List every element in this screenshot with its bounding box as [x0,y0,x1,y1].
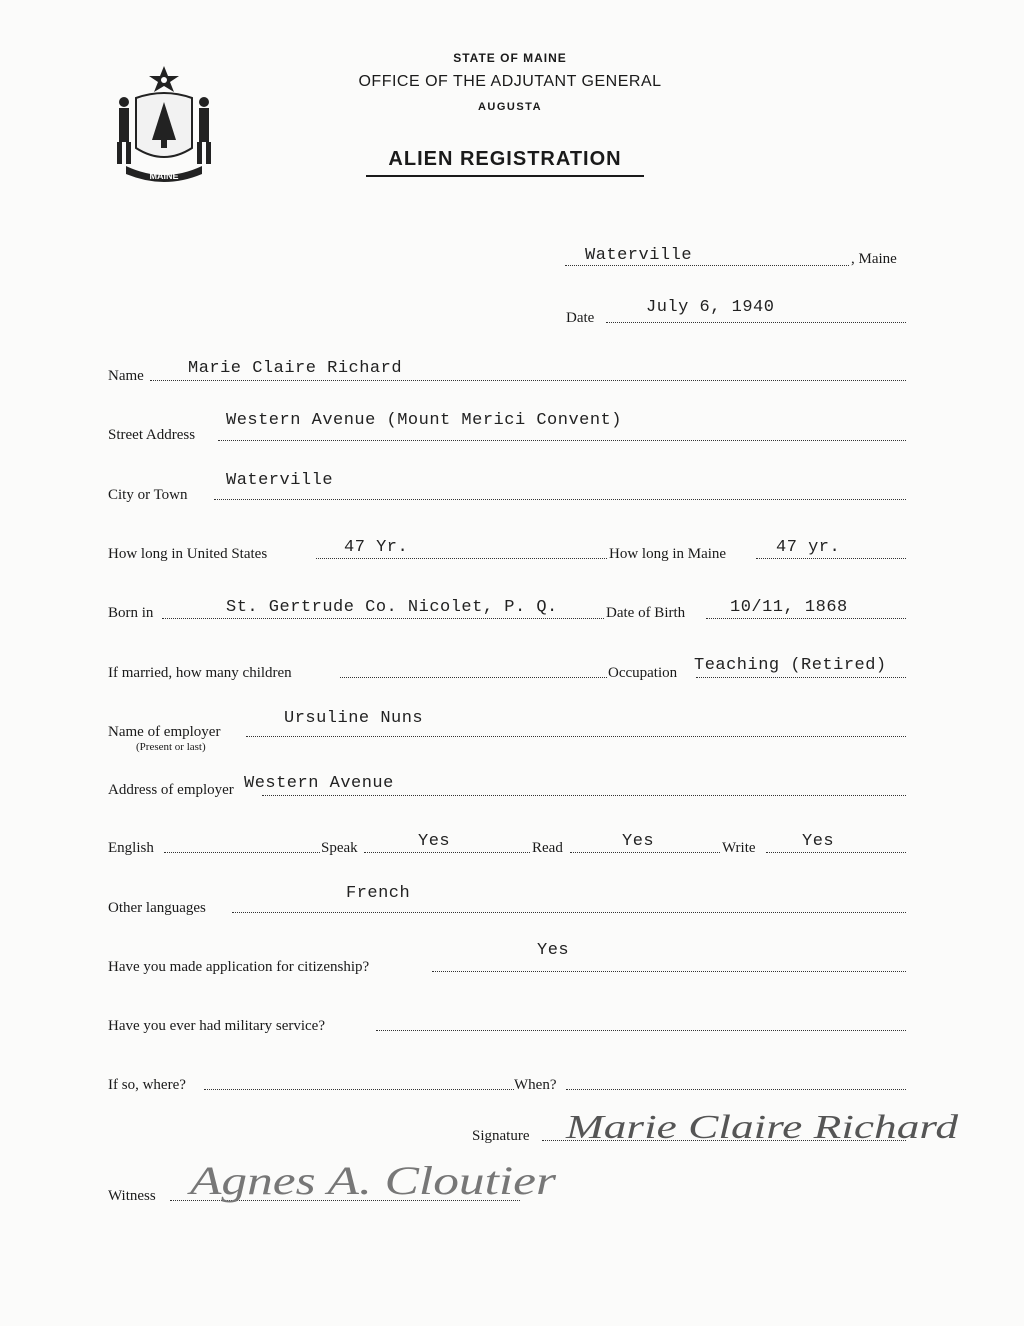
occupation-value: Teaching (Retired) [694,656,887,675]
military-label: Have you ever had military service? [108,1018,325,1034]
svg-text:Agnes A. Cloutier: Agnes A. Cloutier [186,1158,557,1203]
born-label: Born in [108,605,154,621]
town-value: Waterville [585,246,693,265]
name-line [150,380,906,381]
city-label: City or Town [108,487,188,503]
children-label: If married, how many children [108,665,292,681]
military-line [376,1030,906,1031]
read-line [570,852,720,853]
employer-label: Name of employer [108,724,221,740]
speak-value: Yes [418,832,451,851]
state-seal-icon [108,62,220,188]
maine-duration-line [756,558,906,559]
office-heading: OFFICE OF THE ADJUTANT GENERAL [358,73,662,90]
street-line [218,440,906,441]
employer-address-label: Address of employer [108,782,234,798]
date-line [606,322,906,323]
read-value: Yes [622,832,655,851]
street-label: Street Address [108,427,196,443]
citizenship-label: Have you made application for citizenship? [108,959,370,975]
occupation-label: Occupation [608,665,678,681]
speak-label: Speak [321,840,358,856]
city-line [214,499,906,500]
city-heading: AUGUSTA [477,101,543,113]
employer-address-line [262,795,906,796]
form-title: ALIEN REGISTRATION [366,148,644,177]
born-line [162,618,604,619]
citizenship-line [432,971,906,972]
other-languages-label: Other languages [108,900,206,916]
svg-text:MAINE: MAINE [149,171,179,181]
write-value: Yes [802,832,835,851]
write-line [766,852,906,853]
svg-text:Marie Claire Richard: Marie Claire Richard [564,1109,960,1146]
us-duration-label: How long in United States [108,546,268,562]
english-line [164,852,320,853]
read-label: Read [532,840,563,856]
speak-line [364,852,530,853]
employer-value: Ursuline Nuns [284,709,424,728]
street-value: Western Avenue (Mount Merici Convent) [226,411,622,430]
where-label: If so, where? [108,1077,186,1093]
date-label: Date [566,310,595,326]
signature-handwriting [560,1100,970,1150]
occupation-line [696,677,906,678]
other-languages-line [232,912,906,913]
dob-value: 10/11, 1868 [730,598,848,617]
witness-handwriting [186,1148,566,1212]
english-label: English [108,840,154,856]
when-line [566,1089,906,1090]
state-heading: STATE OF MAINE [453,51,567,65]
citizenship-value: Yes [537,941,570,960]
dob-label: Date of Birth [606,605,686,621]
maine-label: , Maine [851,251,897,267]
us-duration-value: 47 Yr. [344,538,409,557]
witness-label: Witness [108,1188,156,1204]
children-line [340,677,607,678]
other-languages-value: French [346,884,411,903]
name-value: Marie Claire Richard [188,359,403,378]
employer-sub-label: (Present or last) [136,741,206,753]
us-duration-line [316,558,607,559]
employer-line [246,736,906,737]
maine-duration-value: 47 yr. [776,538,841,557]
when-label: When? [514,1077,557,1093]
date-value: July 6, 1940 [646,298,775,317]
write-label: Write [722,840,756,856]
employer-address-value: Western Avenue [244,774,394,793]
born-value: St. Gertrude Co. Nicolet, P. Q. [226,598,558,617]
city-value: Waterville [226,471,334,490]
where-line [204,1089,514,1090]
dob-line [706,618,906,619]
maine-duration-label: How long in Maine [609,546,727,562]
signature-label: Signature [472,1128,530,1144]
town-line [565,265,849,266]
name-label: Name [108,368,144,384]
